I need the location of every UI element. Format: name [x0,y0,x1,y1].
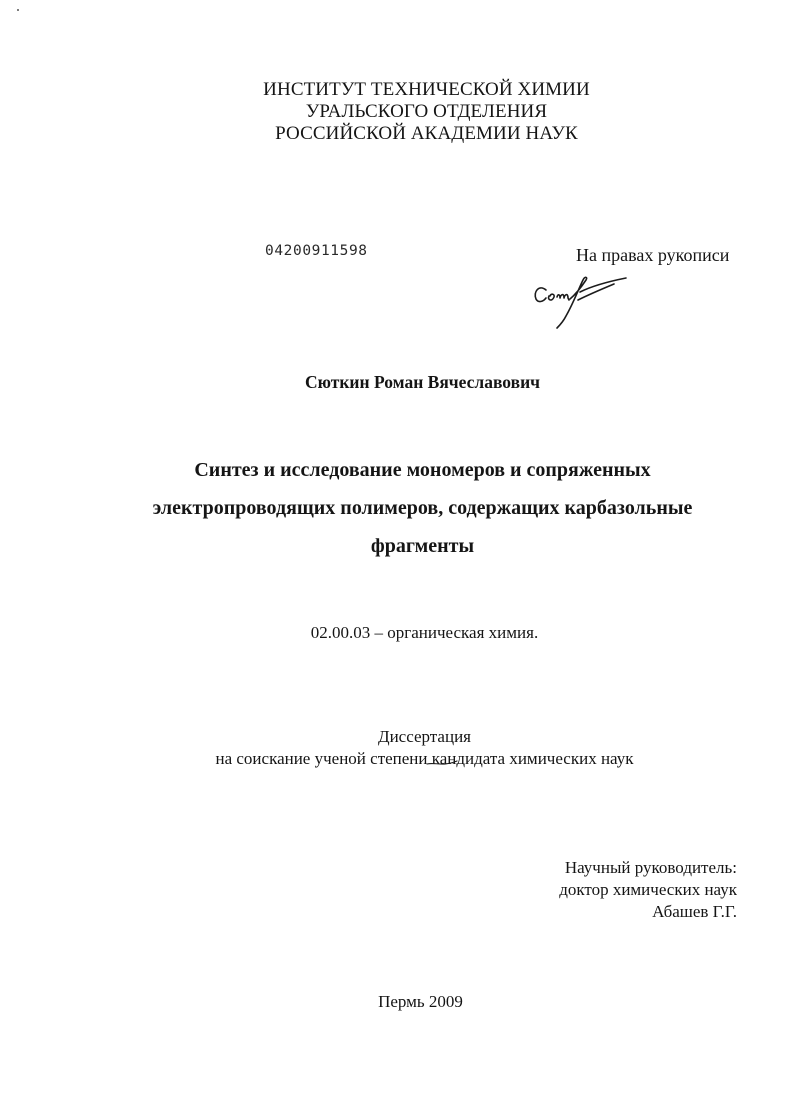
scan-speck [17,9,19,11]
supervisor-label: Научный руководитель: [564,858,737,877]
title-line-1: Синтез и исследование мономеров и сопряженных [194,459,651,481]
registration-code: 04200911598 [265,243,368,259]
handwritten-underline-mark [425,758,459,768]
supervisor-name: Абашев Г.Г. [652,902,737,921]
city-year: Пермь 2009 [378,992,463,1011]
institute-line-2: УРАЛЬСКОГО ОТДЕЛЕНИЯ [305,101,548,122]
institute-header [28,79,797,145]
institute-line-1: ИНСТИТУТ ТЕХНИЧЕСКОЙ ХИМИИ [263,79,590,100]
degree-line: на соискание ученой степени кандидата химических наук [215,749,634,768]
rights-note: На правах рукописи [576,245,730,265]
signature-image [530,272,642,332]
title-line-3: фрагменты [370,535,475,557]
supervisor-block [430,857,737,923]
dissertation-title [24,451,797,565]
author-name: Сюткин Роман Вячеславович [304,372,541,392]
supervisor-degree: доктор химических наук [559,880,737,899]
dissertation-heading: Диссертация [377,727,471,746]
institute-line-3: РОССИЙСКОЙ АКАДЕМИИ НАУК [275,123,578,144]
title-line-2: электропроводящих полимеров, содержащих карбазольные [152,497,693,519]
specialty-code: 02.00.03 – органическая химия. [310,623,539,642]
dissertation-block [26,726,797,770]
